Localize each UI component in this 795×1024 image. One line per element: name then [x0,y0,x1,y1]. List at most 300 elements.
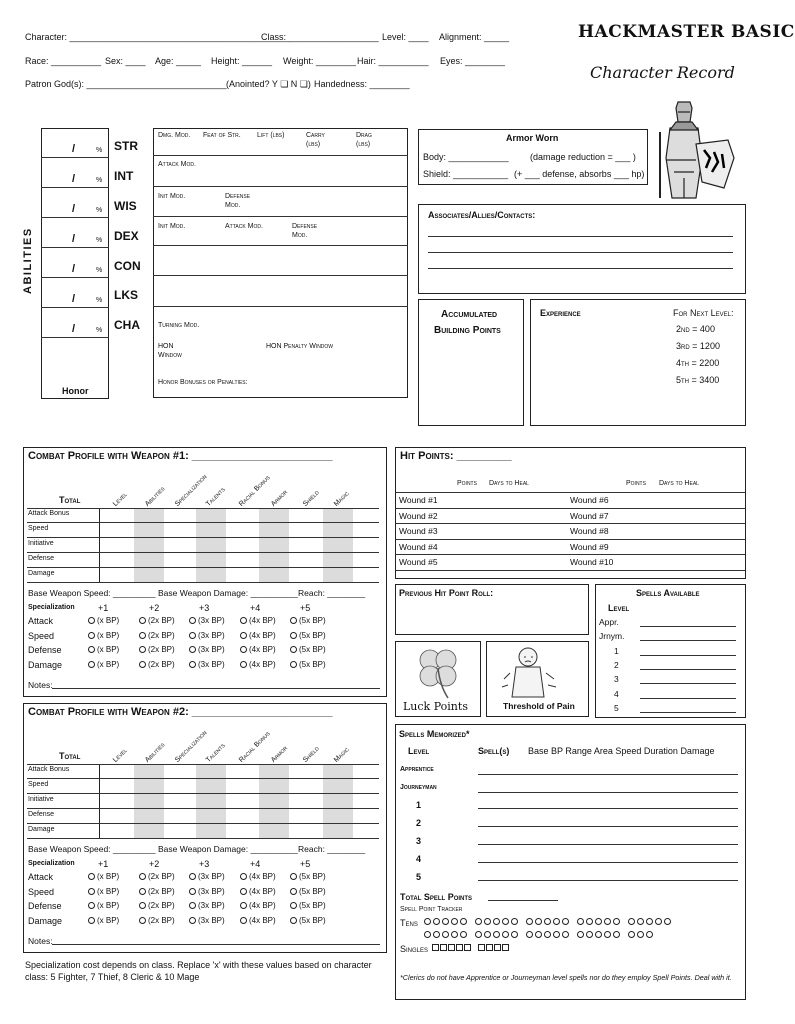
radio-circle-icon[interactable] [88,632,95,639]
combat-column-header: Shield [302,745,321,764]
spell-line[interactable] [478,844,738,845]
radio-circle-icon[interactable] [189,617,196,624]
tracker-square-icon[interactable] [456,944,463,951]
spec-option[interactable] [240,616,276,625]
spec-option[interactable] [290,901,326,910]
int-attack-mod: Attack Mod. [158,161,196,168]
radio-circle-icon[interactable] [139,646,146,653]
hon-window: HON Window [158,343,182,359]
radio-circle-icon[interactable] [88,617,95,624]
tracker-circle-icon[interactable] [553,918,560,925]
base-weapon-damage[interactable]: Base Weapon Damage: __________ [158,588,298,598]
spec-cost: (3x BP) [198,645,225,654]
tracker-square-icon[interactable] [440,944,447,951]
radio-circle-icon[interactable] [88,646,95,653]
tracker-circle-icon[interactable] [526,931,533,938]
base-weapon-damage[interactable]: Base Weapon Damage: __________ [158,844,298,854]
ability-score-slash[interactable]: / [72,203,76,215]
base-weapon-speed[interactable]: Base Weapon Speed: _________ [28,844,156,854]
wound-left[interactable]: Wound #1 [399,495,438,505]
spec-option[interactable] [139,645,175,654]
radio-circle-icon[interactable] [139,917,146,924]
spec-option[interactable] [290,916,326,925]
radio-circle-icon[interactable] [88,873,95,880]
radio-circle-icon[interactable] [139,661,146,668]
radio-circle-icon[interactable] [290,632,297,639]
tracker-circle-icon[interactable] [535,931,542,938]
tracker-circle-icon[interactable] [424,918,431,925]
age-field[interactable]: Age: _____ [155,56,202,66]
spells-available-level: Level [608,603,630,613]
tracker-circle-icon[interactable] [526,918,533,925]
spec-option[interactable] [240,901,276,910]
spec-level-header: +5 [300,603,311,613]
spec-cost: (x BP) [97,616,120,625]
spec-option[interactable] [189,916,225,925]
patron-god-field[interactable]: Patron God(s): ____________________________ [25,79,227,89]
spec-cost: (4x BP) [249,872,276,881]
tracker-circle-icon[interactable] [484,918,491,925]
spec-option[interactable] [88,645,119,654]
spec-level-header: +3 [199,859,210,869]
spec-option[interactable] [139,631,175,640]
tracker-circle-icon[interactable] [442,931,449,938]
radio-circle-icon[interactable] [139,888,146,895]
radio-circle-icon[interactable] [240,632,247,639]
tracker-square-icon[interactable] [486,944,493,951]
combat-row-line[interactable] [27,582,379,583]
str-lift: Lift (lbs) [257,132,285,139]
spec-row-label: Attack [28,872,54,882]
combat-column-header: Specialization [174,729,209,764]
xp-level-3: 3rd = 1200 [676,341,720,351]
tracker-circle-icon[interactable] [628,931,635,938]
radio-circle-icon[interactable] [290,902,297,909]
singles-row[interactable] [432,944,510,951]
spells-available-line[interactable] [640,669,736,670]
anointed-field[interactable]: (Anointed? Y ❏ N ❏) [226,79,311,89]
spec-option[interactable] [88,631,119,640]
handedness-field[interactable]: Handedness: ________ [314,79,410,89]
spec-cost: (x BP) [97,645,120,654]
tracker-circle-icon[interactable] [577,931,584,938]
spec-cost: (5x BP) [299,645,326,654]
spec-option[interactable] [189,887,225,896]
tracker-circle-icon[interactable] [460,931,467,938]
spec-option[interactable] [88,872,119,881]
spells-available-level-row: Appr. [599,617,619,627]
radio-circle-icon[interactable] [290,888,297,895]
hit-points-title[interactable]: Hit Points: _________ [400,450,512,462]
notes-label: Notes: [28,936,53,946]
combat-profile-title[interactable]: Combat Profile with Weapon #1: _______________________ [28,450,333,462]
tracker-square-icon[interactable] [494,944,501,951]
spells-available-line[interactable] [640,698,736,699]
tracker-circle-icon[interactable] [475,918,482,925]
wound-right[interactable]: Wound #9 [570,541,609,552]
dex-init-mod: Init Mod. [158,223,186,230]
tracker-circle-icon[interactable] [535,918,542,925]
wound-left[interactable]: Wound #2 [399,510,438,521]
combat-row-label: Damage [28,570,55,577]
tracker-circle-icon[interactable] [502,931,509,938]
spec-option[interactable] [88,660,119,669]
associates-line-3[interactable] [428,268,733,269]
armor-shield-field[interactable]: Shield: ___________ [423,169,509,179]
spec-row-label: Damage [28,915,63,926]
spec-option[interactable] [240,872,276,881]
tracker-circle-icon[interactable] [484,931,491,938]
wound-right[interactable]: Wound #8 [570,526,609,536]
spec-level-header: +2 [149,859,160,869]
tracker-circle-icon[interactable] [613,931,620,938]
tracker-circle-icon[interactable] [604,931,611,938]
combat-row-line[interactable] [27,537,379,538]
spec-cost: (5x BP) [299,915,326,925]
spells-available-level-row: 1 [614,645,619,656]
ability-score-slash[interactable]: / [72,293,76,305]
spells-available-level-row: Jrnym. [599,631,625,642]
tracker-circle-icon[interactable] [586,931,593,938]
radio-circle-icon[interactable] [189,917,196,924]
game-title: HACKMASTER BASIC [578,22,795,42]
sex-field[interactable]: Sex: ____ [105,56,146,66]
spec-cost: (3x BP) [198,872,225,881]
spell-line[interactable] [478,880,738,881]
spec-cost: (x BP) [97,901,120,910]
bp-title-2: Building Points [434,325,501,336]
eyes-field[interactable]: Eyes: ________ [440,56,506,66]
spec-cost: (4x BP) [249,886,276,896]
spec-option[interactable] [189,901,225,910]
spells-available-line[interactable] [640,640,736,641]
spec-cost: (x BP) [97,659,120,669]
spec-level-header: +2 [149,603,160,613]
spec-option[interactable] [290,660,326,669]
tracker-circle-icon[interactable] [424,931,431,938]
wound-left[interactable]: Wound #4 [399,541,438,552]
spec-option[interactable] [189,645,225,654]
radio-circle-icon[interactable] [189,646,196,653]
abilities-side-label: ABILITIES [22,227,34,294]
spec-cost: (2x BP) [148,659,175,669]
level-field[interactable]: Level: ____ [382,32,429,42]
shaded-column [323,508,353,582]
spec-cost: (3x BP) [198,886,225,896]
xp-level-2: 2nd = 400 [676,324,715,334]
tracker-circle-icon[interactable] [595,931,602,938]
spec-option[interactable] [88,901,119,910]
ability-percent: % [96,147,103,154]
tracker-circle-icon[interactable] [562,918,569,925]
radio-circle-icon[interactable] [88,917,95,924]
tracker-circle-icon[interactable] [577,918,584,925]
combat-column-header: Racial Bonus [238,474,272,508]
combat-column-header: Magic [333,490,351,508]
tracker-square-icon[interactable] [502,944,509,951]
tracker-circle-icon[interactable] [553,931,560,938]
associates-line-1[interactable] [428,236,733,237]
spec-level-header: +1 [98,859,109,869]
notes-line[interactable] [52,944,380,945]
spec-option[interactable] [189,631,225,640]
ability-lks: LKS [114,288,138,302]
wound-right[interactable]: Wound #6 [570,495,609,505]
spec-level-header: +5 [300,859,311,869]
radio-circle-icon[interactable] [189,888,196,895]
shaded-column [134,508,164,582]
wound-right[interactable]: Wound #7 [570,510,609,521]
spec-level-header: +1 [98,603,109,613]
tracker-circle-icon[interactable] [562,931,569,938]
spec-option[interactable] [240,887,276,896]
tracker-circle-icon[interactable] [628,918,635,925]
radio-circle-icon[interactable] [139,617,146,624]
hp-days-header-1: Days to Heal [489,480,529,487]
spec-option[interactable] [139,887,175,896]
tracker-square-icon[interactable] [478,944,485,951]
spec-option[interactable] [189,616,225,625]
tens-row-2[interactable] [424,931,661,938]
tracker-circle-icon[interactable] [511,931,518,938]
spell-level-row: 5 [416,872,422,882]
ability-int: INT [114,169,134,183]
combat-row-label: Speed [28,781,49,788]
ability-score-slash[interactable]: / [72,323,76,335]
radio-circle-icon[interactable] [290,617,297,624]
tracker-circle-icon[interactable] [646,931,653,938]
radio-circle-icon[interactable] [139,873,146,880]
combat-row-line[interactable] [27,567,379,568]
ability-percent: % [96,267,103,274]
tracker-circle-icon[interactable] [655,918,662,925]
wound-row-line [396,570,745,571]
pain-figure-icon [500,643,560,699]
ability-score-slash[interactable]: / [72,173,76,185]
combat-row-line[interactable] [27,793,379,794]
spells-available-line[interactable] [640,712,736,713]
combat-row-line[interactable] [27,778,379,779]
combat-column-header: Talents [205,486,227,508]
tracker-circle-icon[interactable] [664,918,671,925]
tracker-circle-icon[interactable] [493,918,500,925]
associates-line-2[interactable] [428,252,733,253]
tracker-circle-icon[interactable] [637,931,644,938]
radio-circle-icon[interactable] [290,917,297,924]
radio-circle-icon[interactable] [240,888,247,895]
tracker-circle-icon[interactable] [493,931,500,938]
page-title: Character Record [590,63,735,82]
spec-option[interactable] [189,872,225,881]
base-weapon-speed[interactable]: Base Weapon Speed: _________ [28,588,156,598]
combat-column-header: Specialization [174,473,209,508]
spec-option[interactable] [240,916,276,925]
radio-circle-icon[interactable] [240,661,247,668]
combat-row-line[interactable] [27,552,379,553]
spec-option[interactable] [139,901,175,910]
tens-row-1[interactable] [424,918,679,925]
ability-score-slash[interactable]: / [72,263,76,275]
knight-illustration [652,98,746,200]
spec-option[interactable] [88,887,119,896]
combat-column-header: Level [112,747,129,764]
ability-score-slash[interactable]: / [72,233,76,245]
spells-available-line[interactable] [640,626,736,627]
spells-available-level-row: 4 [614,688,619,699]
spec-option[interactable] [290,631,326,640]
height-field[interactable]: Height: ______ [211,56,273,66]
combat-row-line[interactable] [27,522,379,523]
spec-option[interactable] [240,645,276,654]
radio-circle-icon[interactable] [189,902,196,909]
shaded-column [196,764,226,838]
wis-defense-mod: Defense Mod. [225,193,251,209]
tracker-circle-icon[interactable] [595,918,602,925]
spec-option[interactable] [290,887,326,896]
radio-circle-icon[interactable] [240,646,247,653]
wound-left[interactable]: Wound #3 [399,526,438,536]
combat-row-label: Defense [28,811,55,818]
tracker-square-icon[interactable] [432,944,439,951]
str-drag: Drag (lbs) [356,132,372,148]
radio-circle-icon[interactable] [290,873,297,880]
spec-row-label: Defense [28,901,62,911]
radio-circle-icon[interactable] [290,661,297,668]
tracker-circle-icon[interactable] [502,918,509,925]
tracker-square-icon[interactable] [464,944,471,951]
combat-row-line[interactable] [27,808,379,809]
combat-row-line[interactable] [27,838,379,839]
alignment-field[interactable]: Alignment: _____ [439,32,510,42]
spells-available-level-row: 2 [614,659,619,670]
spec-option[interactable] [290,645,326,654]
tracker-circle-icon[interactable] [511,918,518,925]
weight-field[interactable]: Weight: ________ [283,56,356,66]
reach-field[interactable]: Reach: ________ [298,844,366,854]
spells-available-line[interactable] [640,683,736,684]
spell-line[interactable] [478,862,738,863]
radio-circle-icon[interactable] [88,661,95,668]
ability-percent: % [96,297,103,304]
honor-label: Honor [62,386,89,396]
tracker-circle-icon[interactable] [433,918,440,925]
tracker-circle-icon[interactable] [433,931,440,938]
ability-score-slash[interactable]: / [72,143,76,155]
combat-row-line [27,764,379,765]
radio-circle-icon[interactable] [290,646,297,653]
spells-mem-columns: Base BP Range Area Speed Duration Damage [528,746,715,756]
spec-row-label: Speed [28,886,55,897]
radio-circle-icon[interactable] [240,902,247,909]
spec-option[interactable] [189,660,225,669]
spec-option[interactable] [290,872,326,881]
ability-wis: WIS [114,199,137,213]
combat-total-header: Total [59,495,81,505]
radio-circle-icon[interactable] [240,917,247,924]
tracker-circle-icon[interactable] [442,918,449,925]
tracker-circle-icon[interactable] [604,918,611,925]
spec-option[interactable] [240,660,276,669]
tracker-circle-icon[interactable] [586,918,593,925]
spec-option[interactable] [290,616,326,625]
class-field[interactable]: Class: __________________ [261,32,379,42]
combat-column-header: Armor [270,488,290,508]
wound-row-line [396,492,745,493]
spec-cost: (x BP) [97,630,120,640]
spell-point-tracker: Spell Point Tracker [400,906,463,913]
spec-cost: (2x BP) [148,645,175,654]
tracker-circle-icon[interactable] [544,931,551,938]
spec-option[interactable] [139,660,175,669]
spec-level-header: +4 [250,603,261,613]
combat-row-line [27,508,379,509]
spells-available-line[interactable] [640,655,736,656]
combat-row-label: Defense [28,555,55,562]
radio-circle-icon[interactable] [88,888,95,895]
tracker-circle-icon[interactable] [637,918,644,925]
wound-left[interactable]: Wound #5 [399,557,438,567]
tracker-circle-icon[interactable] [451,918,458,925]
spec-option[interactable] [88,616,119,625]
spell-line[interactable] [478,792,738,793]
total-spell-points-field[interactable] [488,900,558,901]
wound-row-line [396,539,745,540]
hp-days-header-2: Days to Heal [659,480,699,487]
reach-field[interactable]: Reach: ________ [298,588,366,598]
radio-circle-icon[interactable] [240,873,247,880]
spec-cost: (2x BP) [148,872,175,881]
wound-right[interactable]: Wound #10 [570,557,614,567]
notes-line[interactable] [52,688,380,689]
hon-penalty-window: HON Penalty Window [266,343,334,350]
radio-circle-icon[interactable] [189,632,196,639]
radio-circle-icon[interactable] [88,902,95,909]
radio-circle-icon[interactable] [240,617,247,624]
spec-option[interactable] [240,631,276,640]
radio-circle-icon[interactable] [189,661,196,668]
tracker-square-icon[interactable] [448,944,455,951]
radio-circle-icon[interactable] [139,632,146,639]
tracker-circle-icon[interactable] [460,918,467,925]
shaded-column [259,508,289,582]
hair-field[interactable]: Hair: __________ [357,56,429,66]
tracker-circle-icon[interactable] [475,931,482,938]
spell-line[interactable] [478,808,738,809]
character-field[interactable]: Character: ____________________________________________ [25,32,290,42]
spec-option[interactable] [139,916,175,925]
spell-line[interactable] [478,826,738,827]
tracker-circle-icon[interactable] [544,918,551,925]
spec-option[interactable] [139,872,175,881]
spec-cost: (4x BP) [249,630,276,640]
tracker-circle-icon[interactable] [646,918,653,925]
combat-column-header: Level [112,491,129,508]
armor-body-field[interactable]: Body: ____________ [423,152,509,162]
spec-row-label: Damage [28,659,63,670]
combat-profile-title[interactable]: Combat Profile with Weapon #2: _______________________ [28,706,333,718]
spec-cost: (2x BP) [148,616,175,625]
radio-circle-icon[interactable] [189,873,196,880]
tracker-circle-icon[interactable] [451,931,458,938]
spec-option[interactable] [139,616,175,625]
race-field[interactable]: Race: __________ [25,56,102,66]
combat-row-line[interactable] [27,823,379,824]
spell-line[interactable] [478,774,738,775]
tracker-circle-icon[interactable] [613,918,620,925]
wound-row-line [396,523,745,524]
spec-option[interactable] [88,916,119,925]
radio-circle-icon[interactable] [139,902,146,909]
